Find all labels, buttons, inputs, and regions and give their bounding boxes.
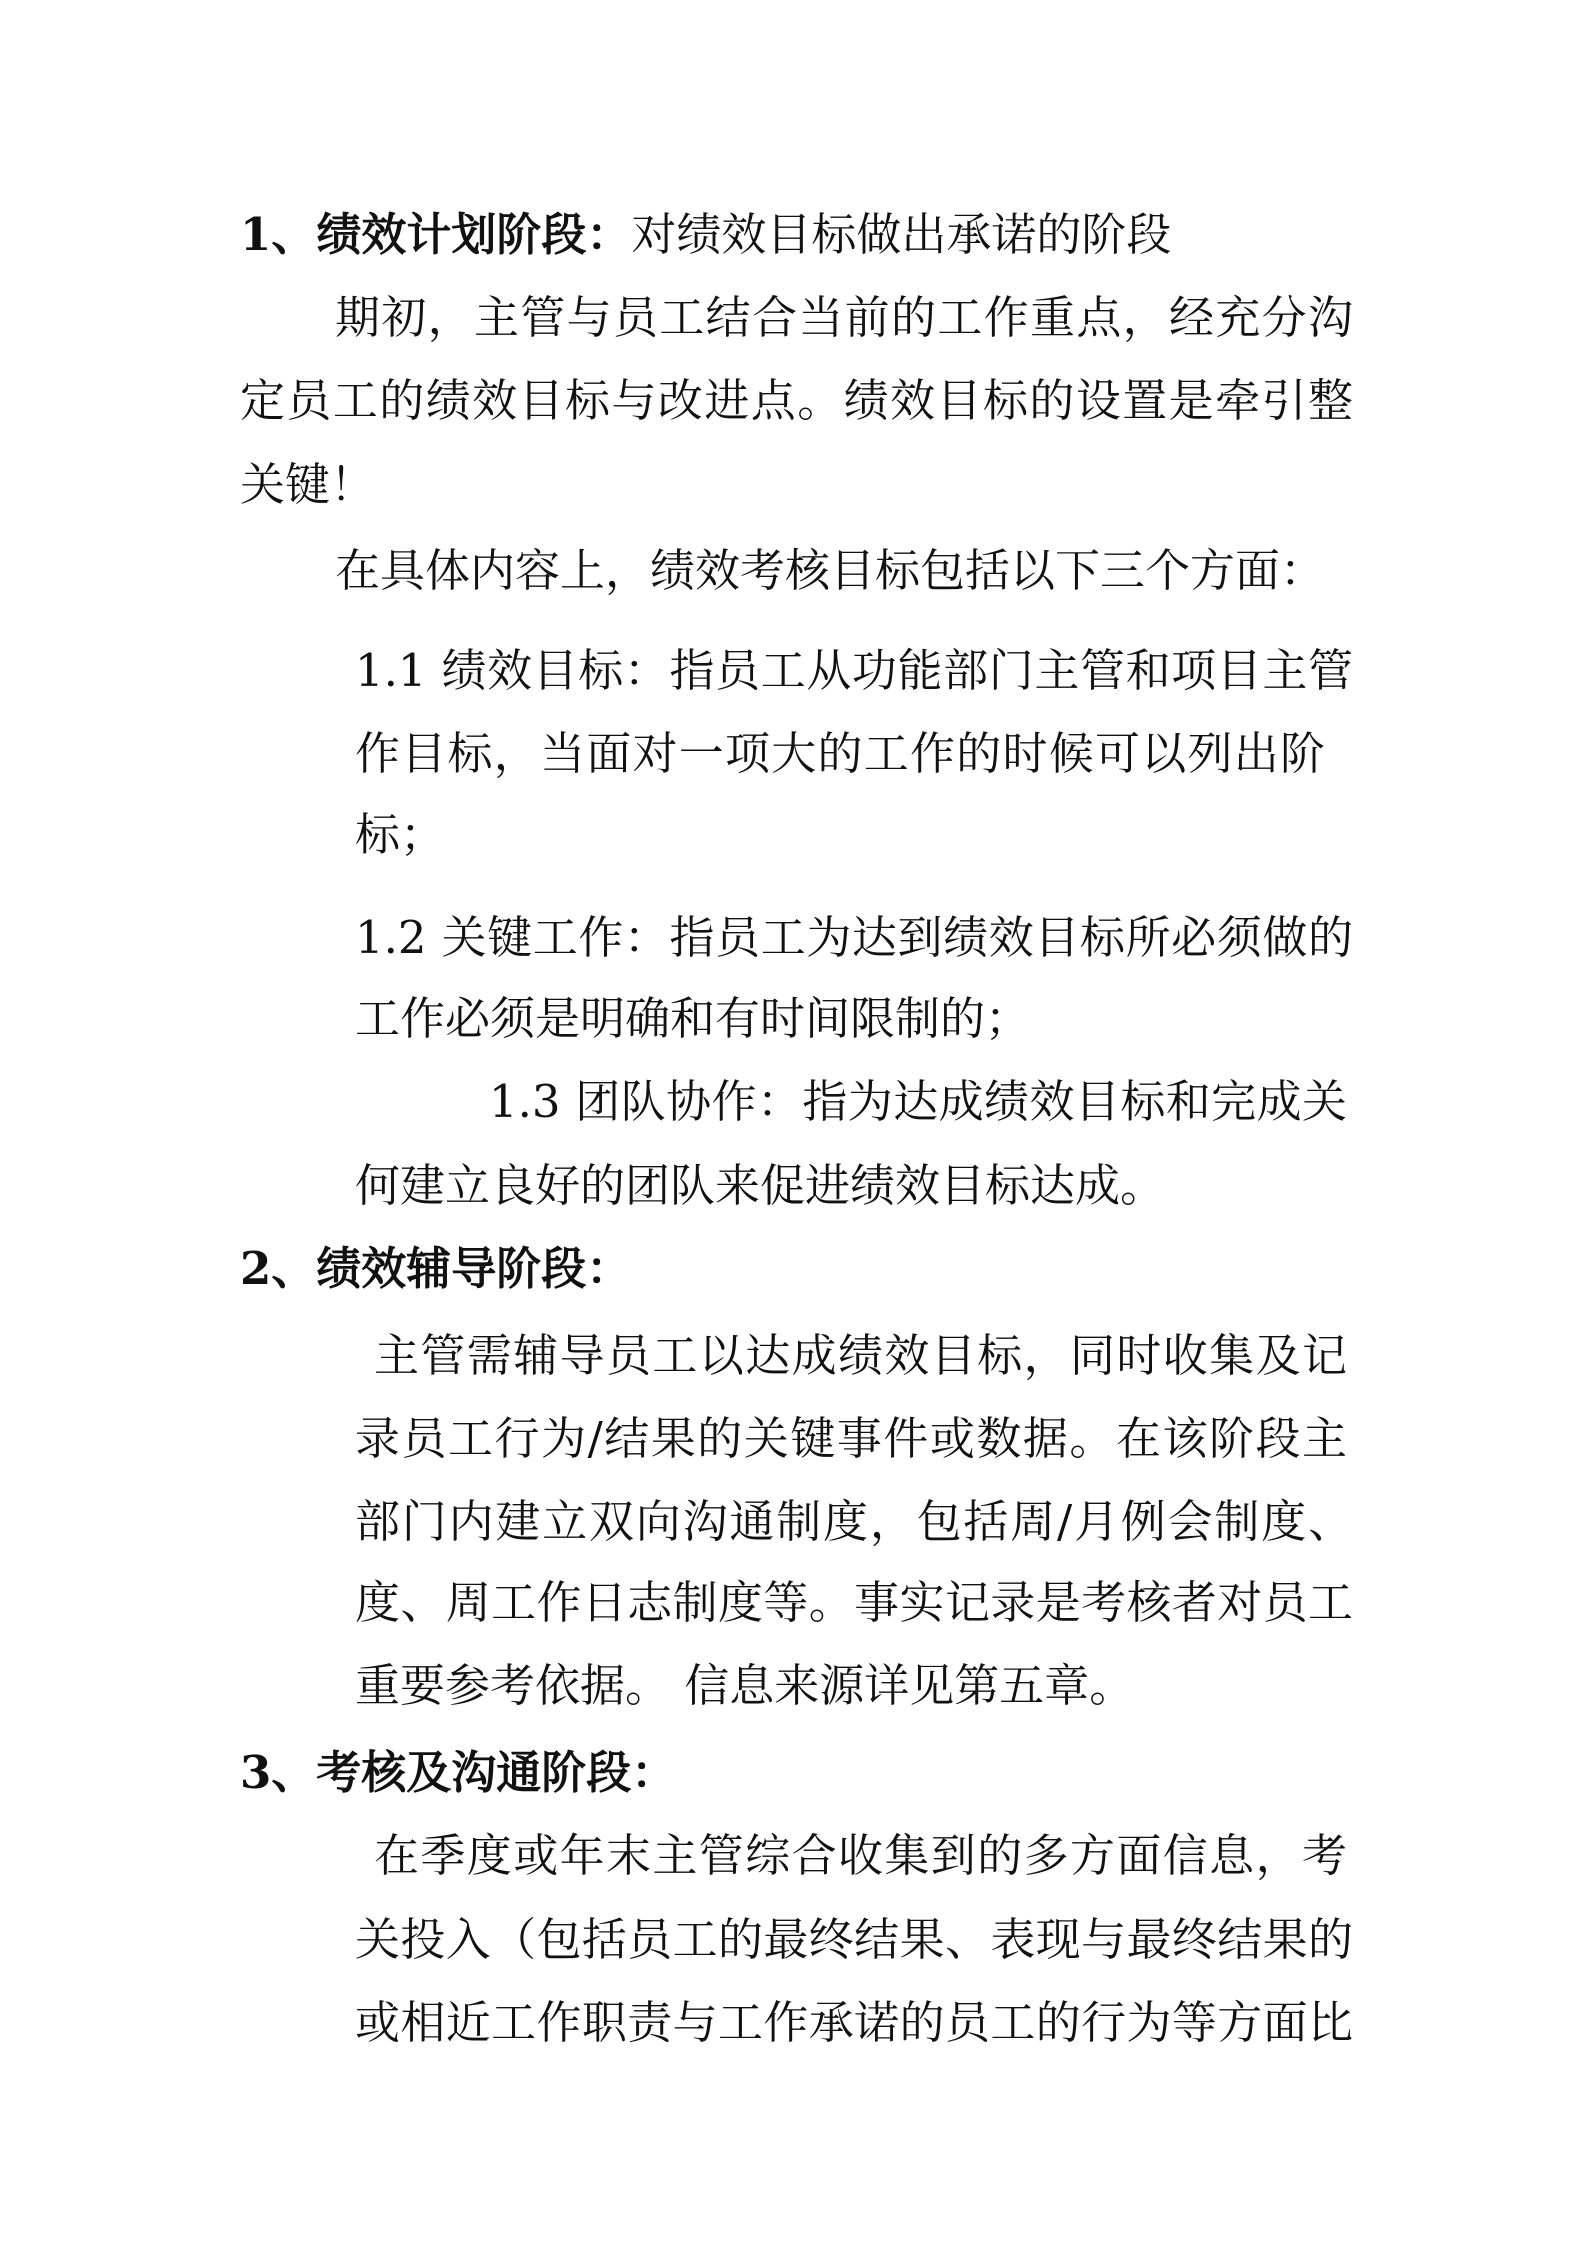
paragraph-line: 度、周工作日志制度等。事实记录是考核者对员工: [355, 1576, 1353, 1629]
paragraph-line: 主管需辅导员工以达成绩效目标，同时收集及记: [374, 1329, 1347, 1382]
list-item-line: 何建立良好的团队来促进绩效目标达成。: [355, 1159, 1166, 1212]
section-1-heading: [240, 204, 1171, 266]
section-1-number: 1、: [240, 208, 317, 261]
section-1-subtitle: 对绩效目标做出承诺的阶段: [631, 208, 1172, 261]
paragraph-line: 录员工行为/结果的关键事件或数据。在该阶段主: [355, 1412, 1347, 1465]
list-item-line: 1.2 关键工作：指员工为达到绩效目标所必须做的: [355, 911, 1353, 964]
list-item-line: 1.3 团队协作：指为达成绩效目标和完成关: [489, 1075, 1347, 1128]
section-2-heading: 2、绩效辅导阶段：: [240, 1242, 632, 1295]
paragraph-line: 或相近工作职责与工作承诺的员工的行为等方面比: [355, 1996, 1353, 2049]
paragraph-line: 部门内建立双向沟通制度，包括周/月例会制度、: [355, 1495, 1353, 1548]
paragraph-line: 重要参考依据。 信息来源详见第五章。: [355, 1659, 1135, 1712]
list-item-line: 作目标，当面对一项大的工作的时候可以列出阶: [355, 727, 1325, 780]
paragraph-line: 定员工的绩效目标与改进点。绩效目标的设置是牵引整: [240, 374, 1353, 427]
section-3-heading: 3、考核及沟通阶段：: [240, 1746, 677, 1799]
section-1-title: 绩效计划阶段：: [316, 208, 632, 261]
paragraph-line: 在季度或年末主管综合收集到的多方面信息，考: [374, 1829, 1347, 1882]
paragraph-line: 期初，主管与员工结合当前的工作重点，经充分沟: [335, 291, 1353, 344]
list-item-line: 标；: [355, 808, 446, 861]
paragraph-line: 关投入（包括员工的最终结果、表现与最终结果的: [355, 1913, 1353, 1966]
paragraph-line: 在具体内容上，绩效考核目标包括以下三个方面：: [335, 544, 1326, 597]
list-item-line: 工作必须是明确和有时间限制的；: [355, 992, 1031, 1045]
list-item-line: 1.1 绩效目标：指员工从功能部门主管和项目主管: [355, 644, 1353, 697]
paragraph-line: 关键！: [240, 458, 376, 511]
